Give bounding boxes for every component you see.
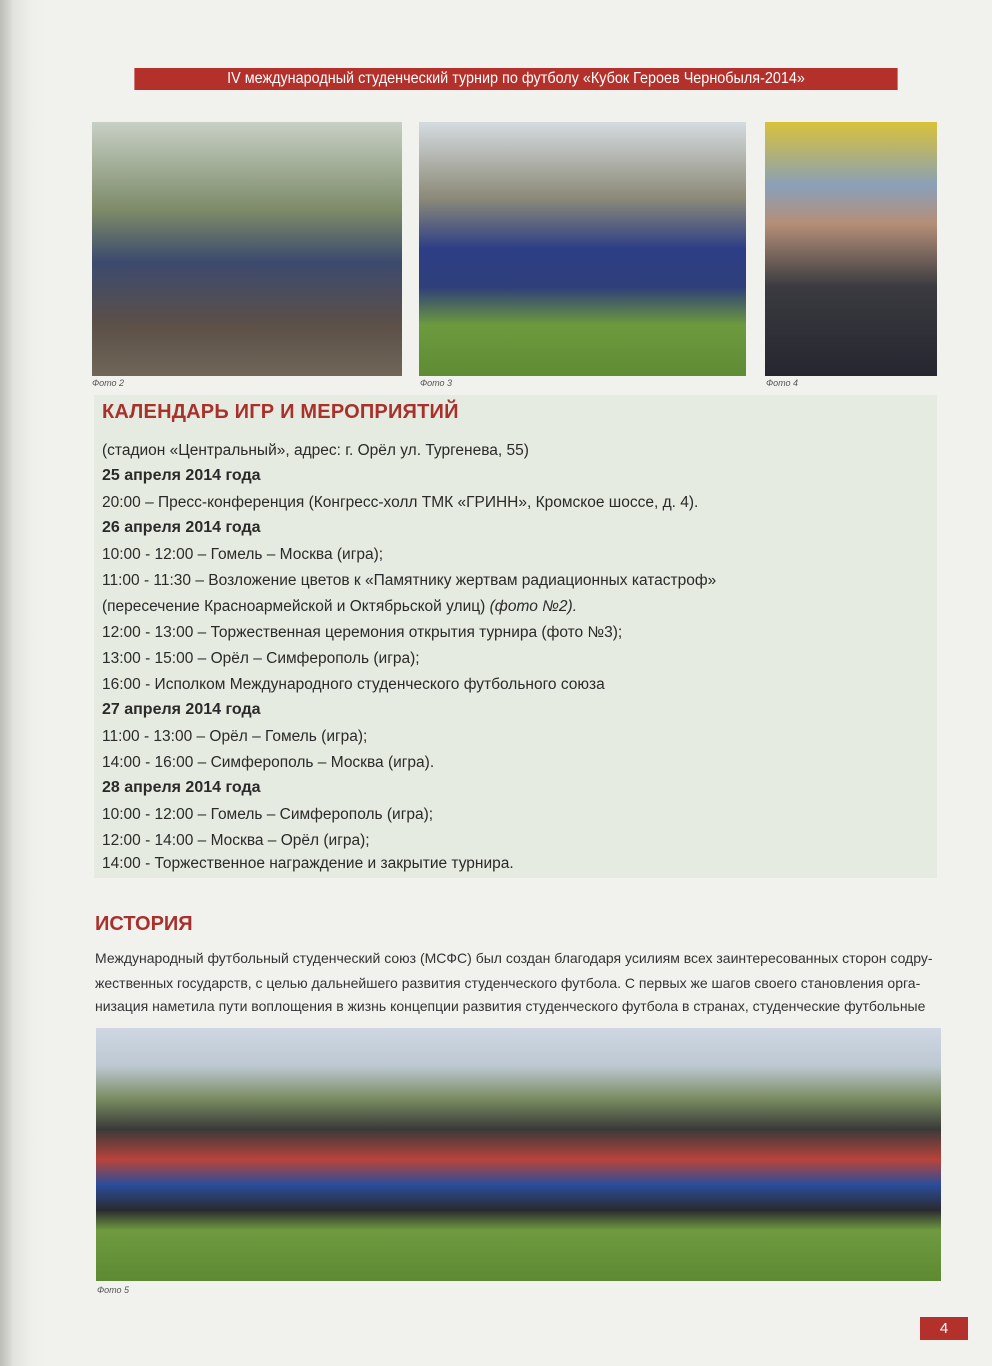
calendar-text: (пересечение Красноармейской и Октябрьской улиц) <box>102 598 486 615</box>
calendar-line: 14:00 - Торжественное награждение и закрытие турнира. <box>102 855 514 872</box>
photo-2-caption: Фото 2 <box>92 378 125 388</box>
photo-4-caption: Фото 4 <box>766 378 799 388</box>
photo-2 <box>92 122 402 376</box>
calendar-date: 27 апреля 2014 года <box>102 701 261 718</box>
photo-3 <box>419 122 746 376</box>
calendar-date: 25 апреля 2014 года <box>102 467 261 484</box>
calendar-line: 11:00 - 13:00 – Орёл – Гомель (игра); <box>102 728 368 745</box>
history-title: ИСТОРИЯ <box>95 913 193 935</box>
calendar-line: 14:00 - 16:00 – Симферополь – Москва (игра). <box>102 754 435 771</box>
calendar-line: 10:00 - 12:00 – Гомель – Симферополь (игра); <box>102 806 434 823</box>
calendar-line: (стадион «Центральный», адрес: г. Орёл ул. Тургенева, 55) <box>102 442 529 459</box>
history-paragraph-line: Международный футбольный студенческий союз (МСФС) был создан благодаря усилиям всех заинтересованных сторон содру- <box>95 950 933 966</box>
running-header: IV международный студенческий турнир по футболу «Кубок Героев Чернобыля-2014» <box>134 68 897 90</box>
calendar-line: 12:00 - 14:00 – Москва – Орёл (игра); <box>102 832 370 849</box>
photo-4 <box>765 122 937 376</box>
photo-5 <box>96 1028 941 1281</box>
calendar-line: 13:00 - 15:00 – Орёл – Симферополь (игра); <box>102 650 420 667</box>
calendar-title: КАЛЕНДАРЬ ИГР И МЕРОПРИЯТИЙ <box>102 401 459 423</box>
calendar-line: 10:00 - 12:00 – Гомель – Москва (игра); <box>102 546 384 563</box>
photo-3-caption: Фото 3 <box>420 378 453 388</box>
calendar-photo-ref: (фото №2). <box>485 598 578 615</box>
calendar-line <box>102 598 577 616</box>
photo-5-caption: Фото 5 <box>97 1285 130 1295</box>
history-paragraph-line: жественных государств, с целью дальнейшего развития студенческого футбола. С первых же шагов своего становления орга- <box>95 975 921 991</box>
calendar-line: 20:00 – Пресс-конференция (Конгресс-холл ТМК «ГРИНН», Кромское шоссе, д. 4). <box>102 494 699 511</box>
calendar-line: 11:00 - 11:30 – Возложение цветов к «Памятнику жертвам радиационных катастроф» <box>102 572 717 589</box>
calendar-line: 12:00 - 13:00 – Торжественная церемония открытия турнира (фото №3); <box>102 624 623 641</box>
calendar-section <box>94 395 937 878</box>
calendar-date: 26 апреля 2014 года <box>102 519 261 536</box>
page-binding <box>0 0 46 1366</box>
history-paragraph-line: низация наметила пути воплощения в жизнь концепции развития студенческого футбола в странах, студенческие футбольные <box>95 998 926 1014</box>
calendar-date: 28 апреля 2014 года <box>102 779 261 796</box>
calendar-line: 16:00 - Исполком Международного студенческого футбольного союза <box>102 676 605 693</box>
page-number: 4 <box>920 1317 968 1340</box>
